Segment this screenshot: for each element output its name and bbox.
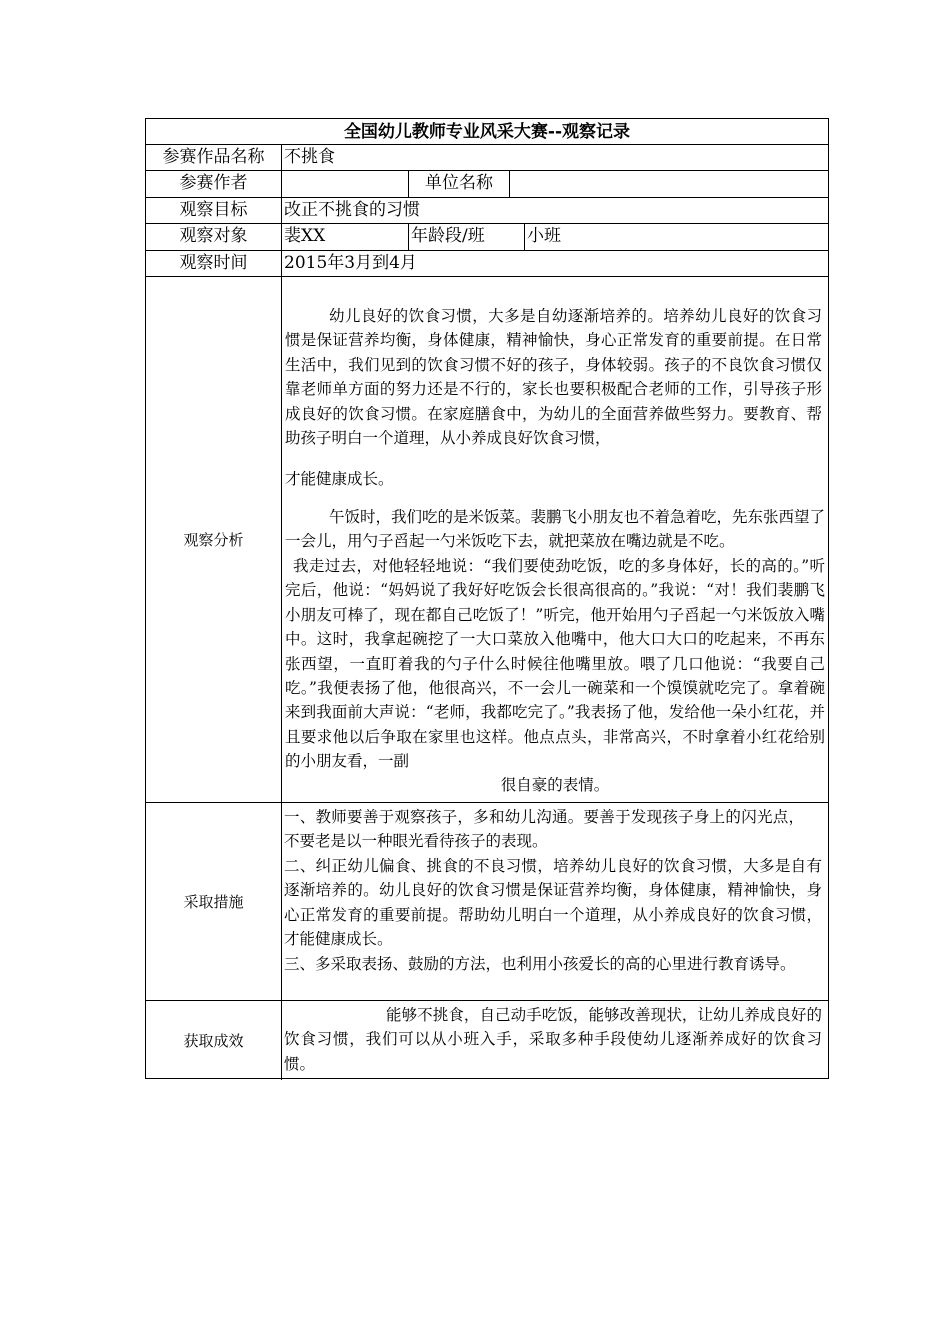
time-row <box>146 251 828 277</box>
measures-label: 采取措施 <box>146 803 282 1000</box>
author-label: 参赛作者 <box>146 171 282 197</box>
author-row <box>146 171 828 198</box>
goal-row <box>146 198 828 224</box>
analysis-paragraph-1-end: 才能健康成长。 <box>285 470 394 488</box>
work-name-label: 参赛作品名称 <box>146 145 282 170</box>
result-content <box>282 1001 828 1080</box>
measure-item-2: 二、纠正幼儿偏食、挑食的不良习惯，培养幼儿良好的饮食习惯，大多是自有逐渐培养的。幼儿良好的饮食习惯是保证营养均衡，身体健康，精神愉快，身心正常发育的重要前提。帮助幼儿明白一个道理，从小养成良好的饮食习惯，才能健康成长。 <box>284 857 822 949</box>
work-name-row <box>146 145 828 171</box>
result-label: 获取成效 <box>146 1001 282 1080</box>
unit-value <box>510 171 828 197</box>
result-row <box>146 1001 828 1080</box>
analysis-paragraph-2: 午饭时，我们吃的是米饭菜。裴鹏飞小朋友也不着急着吃，先东张西望了一会儿，用勺子舀起一勺米饭吃下去，就把菜放在嘴边就是不吃。 <box>285 508 826 551</box>
document-title: 全国幼儿教师专业风采大赛--观察记录 <box>343 122 631 142</box>
subject-label: 观察对象 <box>146 224 282 250</box>
measure-item-1: 一、教师要善于观察孩子，多和幼儿沟通。要善于发现孩子身上的闪光点，不要老是以一种眼光看待孩子的表现。 <box>284 808 804 851</box>
observation-record-table <box>145 118 829 1079</box>
result-text: 能够不挑食，自己动手吃饭，能够改善现状，让幼儿养成良好的饮食习惯，我们可以从小班入手，采取多种手段使幼儿逐渐养成好的饮食习惯。 <box>284 1006 822 1073</box>
goal-value: 改正不挑食的习惯 <box>284 200 420 220</box>
measures-content <box>282 803 828 1000</box>
time-label: 观察时间 <box>146 251 282 276</box>
time-value: 2015年3月到4月 <box>284 253 417 273</box>
age-value: 小班 <box>527 226 561 246</box>
analysis-paragraph-3-end: 很自豪的表情。 <box>500 776 610 794</box>
measures-row <box>146 803 828 1001</box>
analysis-paragraph-1: 幼儿良好的饮食习惯，大多是自幼逐渐培养的。培养幼儿良好的饮食习惯是保证营养均衡，身体健康，精神愉快，身心正常发育的重要前提。在日常生活中，我们见到的饮食习惯不好的孩子，身体较弱。孩子的不良饮食习惯仅靠老师单方面的努力还是不行的，家长也要积极配合老师的工作，引导孩子形成良好的饮食习惯。在家庭膳食中，为幼儿的全面营养做些努力。要教育、帮助孩子明白一个道理，从小养成良好饮食习惯， <box>285 307 822 448</box>
work-name-value: 不挑食 <box>284 147 335 167</box>
analysis-content <box>282 277 828 802</box>
analysis-paragraph-3: 我走过去，对他轻轻地说：“我们要使劲吃饭，吃的多身体好，长的高的。”听完后，他说：“妈妈说了我好好吃饭会长很高很高的。”我说：“对！我们裴鹏飞小朋友可棒了，现在都自己吃饭了！”听完，他开始用勺子舀起一勺米饭放入嘴中。这时，我拿起碗挖了一大口菜放入他嘴中，他大口大口的吃起来，不再东张西望，一直盯着我的勺子什么时候往他嘴里放。喂了几口他说：“我要自己吃。”我便表扬了他，他很高兴，不一会儿一碗菜和一个馍馍就吃完了。拿着碗来到我面前大声说：“老师，我都吃完了。”我表扬了他，发给他一朵小红花，并且要求他以后争取在家里也这样。他点点头，非常高兴，不时拿着小红花给别的小朋友看，一副 <box>285 557 825 771</box>
analysis-label: 观察分析 <box>146 277 282 802</box>
analysis-row <box>146 277 828 803</box>
age-label: 年龄段/班 <box>409 224 525 250</box>
title-row <box>146 119 828 145</box>
subject-row <box>146 224 828 251</box>
subject-value: 裴XX <box>282 224 409 250</box>
unit-label: 单位名称 <box>409 171 510 197</box>
author-value <box>282 171 409 197</box>
measure-item-3: 三、多采取表扬、鼓励的方法，也利用小孩爱长的高的心里进行教育诱导。 <box>284 955 796 973</box>
goal-label: 观察目标 <box>146 198 282 223</box>
